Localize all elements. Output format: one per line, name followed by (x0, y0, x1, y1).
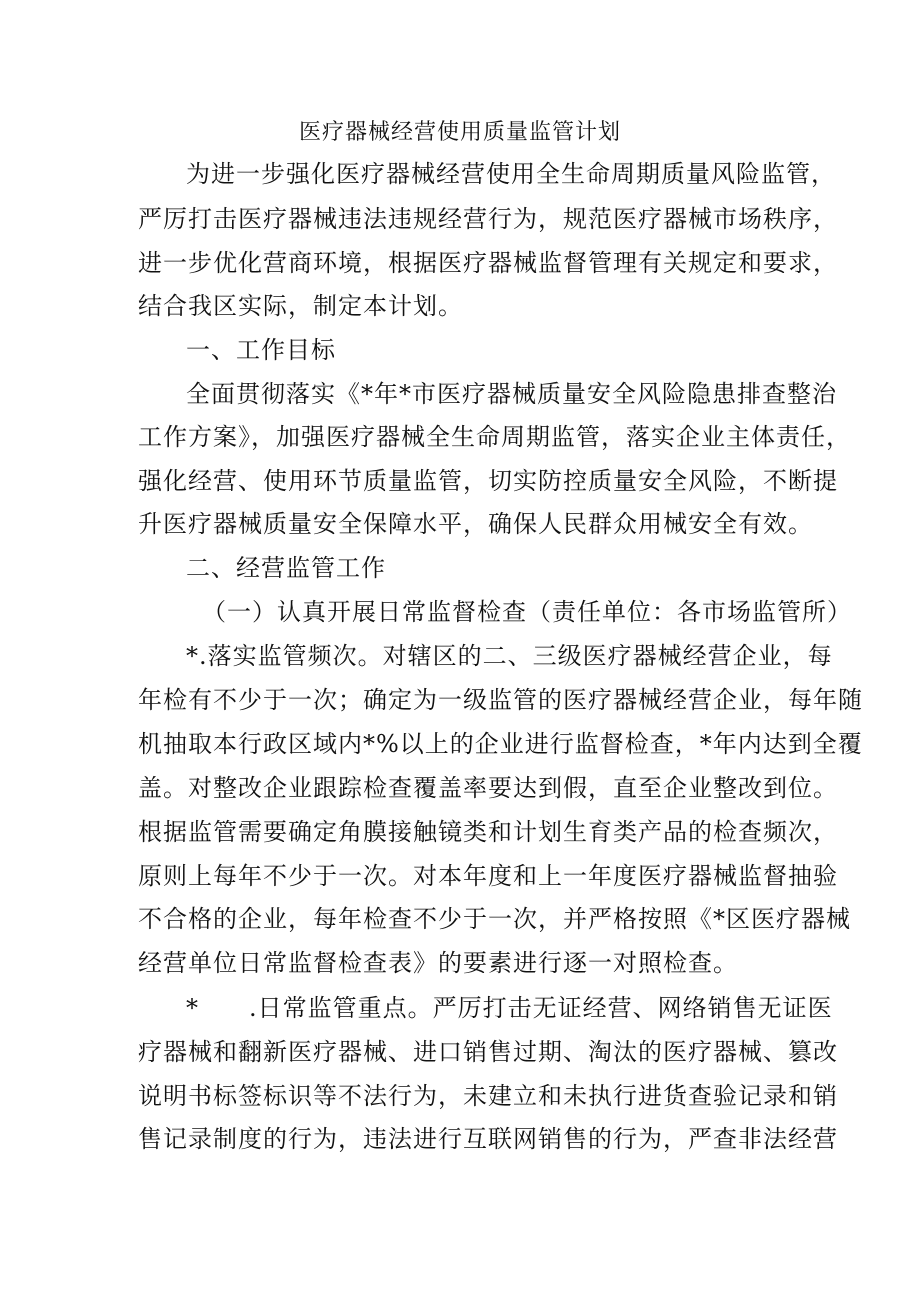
paragraph-line: 严厉打击医疗器械违法违规经营行为，规范医疗器械市场秩序， (138, 205, 838, 233)
paragraph-line: 说明书标签标识等不法行为，未建立和未执行进货查验记录和销 (138, 1082, 838, 1110)
paragraph-line: 经营单位日常监督检查表》的要素进行逐一对照检查。 (138, 949, 738, 977)
paragraph-line: * .日常监管重点。严厉打击无证经营、网络销售无证医 (186, 994, 833, 1022)
paragraph-line: 工作方案》，加强医疗器械全生命周期监管，落实企业主体责任， (138, 423, 851, 451)
paragraph-line: 不合格的企业，每年检查不少于一次，并严格按照《*区医疗器械 (138, 905, 851, 933)
paragraph-line: 强化经营、使用环节质量监管，切实防控质量安全风险，不断提 (138, 467, 838, 495)
paragraph-line: 升医疗器械质量安全保障水平，确保人民群众用械安全有效。 (138, 510, 813, 538)
paragraph-line: 机抽取本行政区域内*%以上的企业进行监督检查，*年内达到全覆 (138, 730, 863, 758)
paragraph-line: 全面贯彻落实《*年*市医疗器械质量安全风险隐患排查整治 (186, 380, 837, 408)
paragraph-line: 结合我区实际，制定本计划。 (138, 292, 463, 320)
paragraph-line: 为进一步强化医疗器械经营使用全生命周期质量风险监管， (186, 160, 836, 188)
subsection-heading: （一）认真开展日常监督检查（责任单位：各市场监管所） (202, 598, 852, 626)
paragraph-line: 售记录制度的行为，违法进行互联网销售的行为，严查非法经营 (138, 1125, 838, 1153)
paragraph-line: 疗器械和翻新医疗器械、进口销售过期、淘汰的医疗器械、篡改 (138, 1038, 838, 1066)
paragraph-line: 根据监管需要确定角膜接触镜类和计划生育类产品的检查频次， (138, 818, 838, 846)
paragraph-line: 进一步优化营商环境，根据医疗器械监督管理有关规定和要求， (138, 249, 838, 277)
document-title: 医疗器械经营使用质量监管计划 (298, 120, 621, 145)
paragraph-line: 年检有不少于一次；确定为一级监管的医疗器械经营企业，每年随 (138, 686, 863, 714)
section-heading: 一、工作目标 (186, 336, 336, 364)
paragraph-line: 盖。对整改企业跟踪检查覆盖率要达到假，直至企业整改到位。 (138, 774, 838, 802)
section-heading: 二、经营监管工作 (186, 554, 386, 582)
paragraph-line: *.落实监管频次。对辖区的二、三级医疗器械经营企业，每 (186, 642, 833, 670)
paragraph-line: 原则上每年不少于一次。对本年度和上一年度医疗器械监督抽验 (138, 862, 838, 890)
